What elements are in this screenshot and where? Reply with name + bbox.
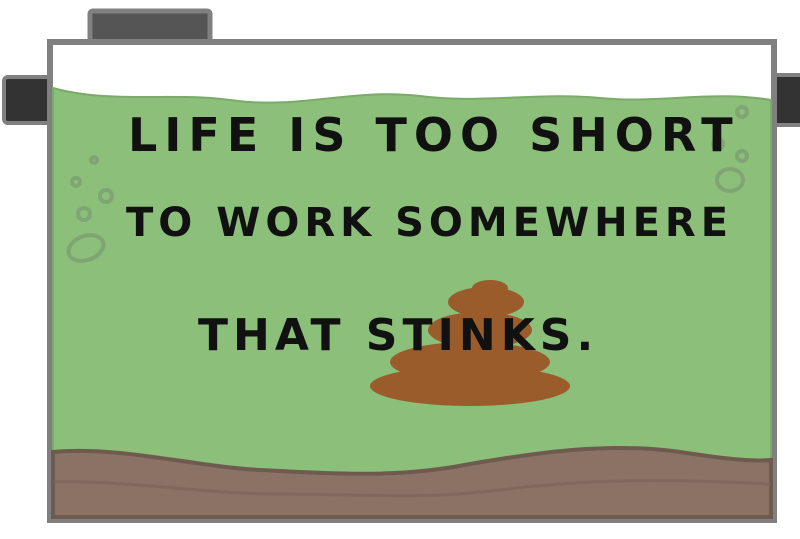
caption-line-2: TO WORK SOMEWHERE <box>126 200 734 246</box>
caption-line-3: THAT STINKS. <box>198 310 599 361</box>
side-knob-icon <box>4 77 54 123</box>
caption-line-1: LIFE IS TOO SHORT <box>128 108 740 162</box>
